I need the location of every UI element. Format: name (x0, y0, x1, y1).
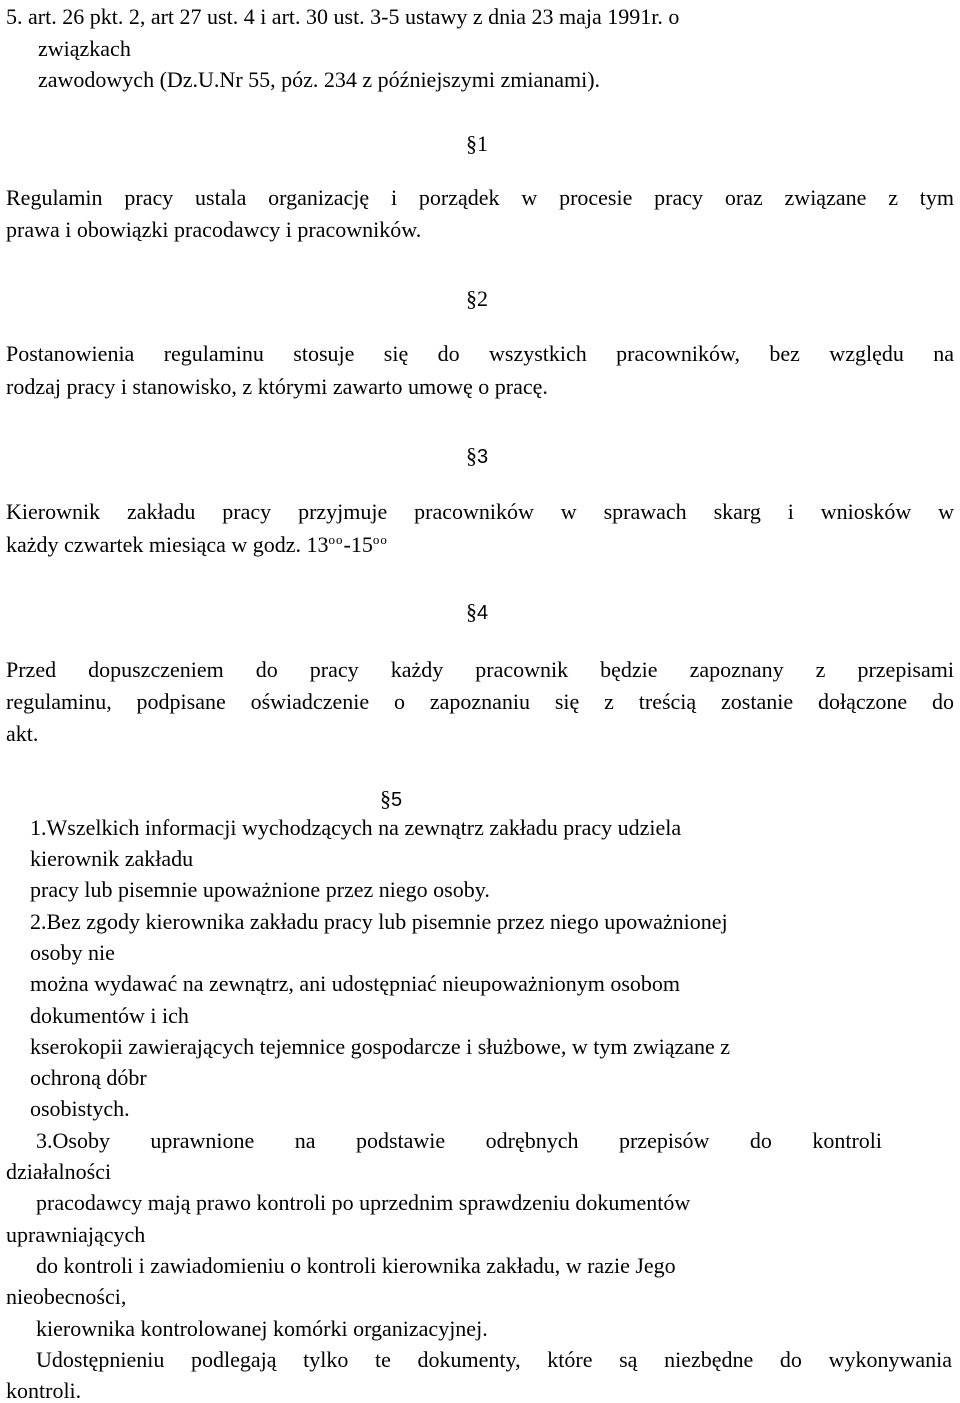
section-symbol: § (380, 786, 391, 811)
paragraph-line: osoby nie (30, 940, 115, 965)
paragraph-line: działalności (6, 1159, 112, 1184)
paragraph-line: każdy czwartek miesiąca w godz. $13^{oo}-15^{oo}$ (6, 532, 388, 557)
section-symbol: § (466, 599, 477, 624)
paragraph-line: ochroną dóbr (30, 1065, 147, 1090)
paragraph-line: akt. (6, 721, 39, 746)
paragraph-line: regulaminu, podpisane oświadczenie o zapoznaniu się z treścią zostanie dołączone do (6, 689, 954, 714)
hours-superscript: oo (372, 532, 388, 547)
section-symbol: § (466, 443, 477, 468)
paragraph-line: Kierownik zakładu pracy przyjmuje pracowników w sprawach skarg i wniosków w (6, 499, 954, 524)
intro-line: związkach (38, 36, 131, 61)
paragraph-line: pracodawcy mają prawo kontroli po uprzednim sprawdzeniu dokumentów (36, 1190, 691, 1215)
paragraph-line: Postanowienia regulaminu stosuje się do wszystkich pracowników, bez względu na (6, 341, 954, 366)
paragraph-line: prawa i obowiązki pracodawcy i pracowników. (6, 217, 422, 242)
section-number: 1 (477, 131, 488, 156)
paragraph-line: 2.Bez zgody kierownika zakładu pracy lub pisemnie przez niego upoważnionej (30, 909, 728, 934)
section-symbol: § (466, 131, 477, 156)
section-heading (466, 133, 488, 155)
paragraph-line: Udostępnieniu podlegają tylko te dokumenty, które są niezbędne do wykonywania (36, 1347, 952, 1372)
paragraph-line: uprawniających (6, 1222, 146, 1247)
intro-line: zawodowych (Dz.U.Nr 55, póz. 234 z późniejszymi zmianami). (38, 67, 601, 92)
paragraph-line: rodzaj pracy i stanowisko, z którymi zawarto umowę o pracę. (6, 374, 548, 399)
paragraph-line: do kontroli i zawiadomieniu o kontroli kierownika zakładu, w razie Jego (36, 1253, 676, 1278)
section-number: 3 (477, 446, 489, 468)
paragraph-line: kontroli. (6, 1378, 82, 1403)
section-number: 2 (477, 286, 488, 311)
paragraph-line: 3.Osoby uprawnione na podstawie odrębnych przepisów do kontroli (36, 1128, 882, 1153)
section-heading (380, 788, 402, 810)
section-heading (466, 601, 488, 623)
paragraph-line: Regulamin pracy ustala organizację i porządek w procesie pracy oraz związane z tym (6, 185, 954, 210)
section-symbol: § (466, 286, 477, 311)
paragraph-line: kierownik zakładu (30, 846, 194, 871)
section-number: 5 (391, 789, 403, 811)
paragraph-line: Przed dopuszczeniem do pracy każdy pracownik będzie zapoznany z przepisami (6, 657, 954, 682)
paragraph-line: pracy lub pisemnie upoważnione przez niego osoby. (30, 877, 490, 902)
hours-superscript: oo (328, 532, 344, 547)
section-number: 4 (477, 602, 489, 624)
paragraph-line: 1.Wszelkich informacji wychodzących na zewnątrz zakładu pracy udziela (30, 815, 682, 840)
section-heading (466, 288, 488, 310)
paragraph-line: można wydawać na zewnątrz, ani udostępniać nieupoważnionym osobom (30, 971, 681, 996)
paragraph-line: kserokopii zawierających tejemnice gospodarcze i służbowe, w tym związane z (30, 1034, 731, 1059)
section-heading (466, 445, 488, 467)
paragraph-line: kierownika kontrolowanej komórki organizacyjnej. (36, 1316, 488, 1341)
paragraph-line: nieobecności, (6, 1284, 127, 1309)
intro-line: 5. art. 26 pkt. 2, art 27 ust. 4 i art. 30 ust. 3-5 ustawy z dnia 23 maja 1991r. o (6, 4, 680, 29)
paragraph-line: dokumentów i ich (30, 1003, 189, 1028)
paragraph-line: osobistych. (30, 1096, 130, 1121)
